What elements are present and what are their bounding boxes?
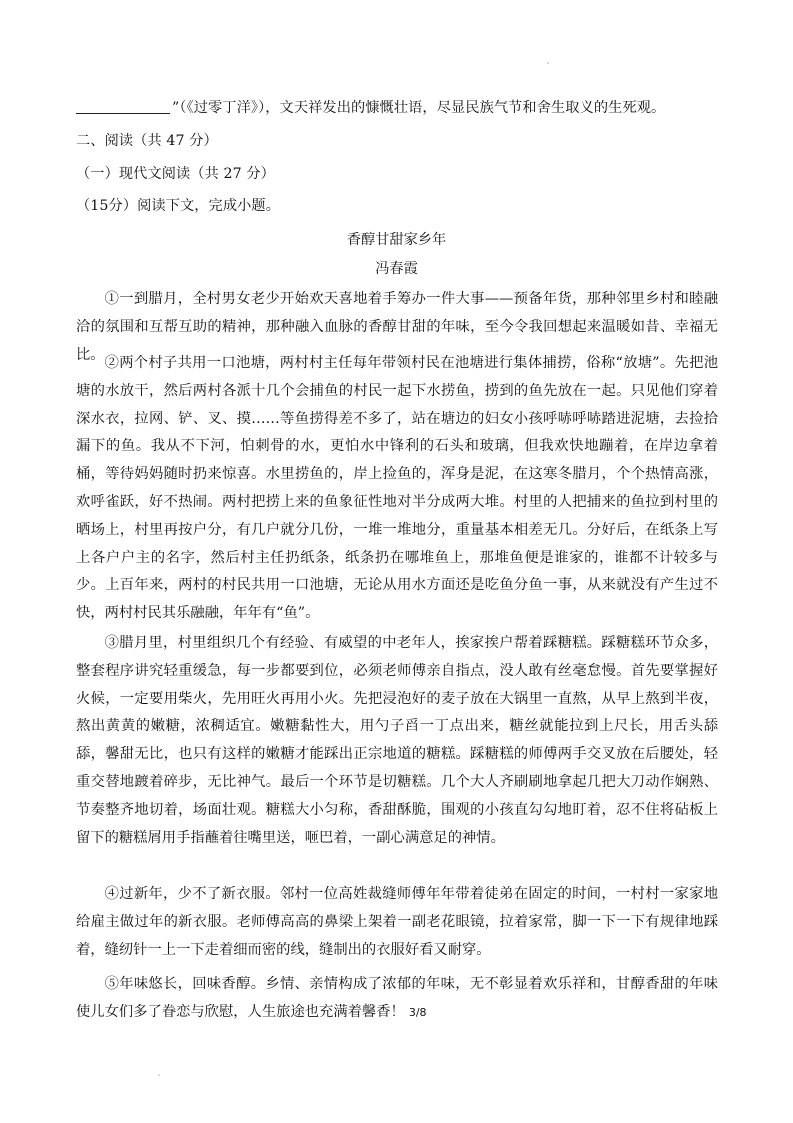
article-paragraph-5 bbox=[76, 971, 718, 1027]
section-heading: 二、阅读（共 47 分） bbox=[76, 133, 218, 149]
scan-speck bbox=[547, 62, 549, 64]
paragraph-5-text: ⑤年味悠长，回味香醇。乡情、亲情构成了浓郁的年味，无不彰显着欢乐祥和，甘醇香甜的年味使儿女们多了眷恋与欣慰，人生旅途也充满着馨香！ bbox=[76, 976, 718, 1020]
article-paragraph-4: ④过新年，少不了新衣服。邻村一位高姓裁缝师傅年年带着徒弟在固定的时间，一村村一家家地给雇主做过年的新衣服。老师傅高高的鼻梁上架着一副老花眼镜，拉着家常，脚一下一下有规律地踩着，缝纫针一上一下走着细而密的线，缝制出的衣服好看又耐穿。 bbox=[76, 886, 718, 958]
article-paragraph-1: ①一到腊月，全村男女老少开始欢天喜地着手筹办一件大事——预备年货，那种邻里乡村和睦融洽的氛围和互帮互助的精神，那种融入血脉的香醇甘甜的年味，至今令我回想起来温暖如昔、幸福无比。 bbox=[76, 291, 718, 363]
answer-blank[interactable] bbox=[76, 99, 170, 114]
page-number: 3/8 bbox=[408, 1005, 427, 1019]
subsection-heading: （一）现代文阅读（共 27 分） bbox=[76, 166, 275, 182]
fill-blank-text: ”（《过零丁洋》），文天祥发出的慷慨壮语，尽显民族气节和舍生取义的生死观。 bbox=[172, 100, 666, 116]
scan-speck bbox=[158, 1074, 160, 1076]
article-author: 冯春霞 bbox=[375, 261, 418, 277]
article-paragraph-3: ③腊月里，村里组织几个有经验、有威望的中老年人，挨家挨户帮着踩糖糕。踩糖糕环节众多，整套程序讲究轻重缓急，每一步都要到位，必须老师傅亲自指点，没人敢有丝毫怠慢。首先要掌握好火候，一定要用柴火，先用旺火再用小火。先把浸泡好的麦子放在大锅里一直熬，从早上熬到半夜，熬出黄黄的嫩糖，浓稠适宜。嫩糖黏性大，用勺子舀一丁点出来，糖丝就能拉到上尺长，用舌头舔舔，馨甜无比，也只有这样的嫩糖才能踩出正宗地道的糖糕。踩糖糕的师傅两手交叉放在后腰处，轻重交替地踱着碎步，无比神气。最后一个环节是切糖糕。几个大人齐刷刷地拿起几把大刀动作娴熟、节奏整齐地切着，场面壮观。糖糕大小匀称，香甜酥脆，围观的小孩直勾勾地盯着，忍不住将砧板上留下的糖糕屑用手指蘸着往嘴里送，咂巴着，一副心满意足的神情。 bbox=[76, 635, 718, 846]
fill-blank-line bbox=[76, 98, 716, 118]
question-intro: （15分）阅读下文，完成小题。 bbox=[76, 198, 280, 214]
article-title: 香醇甘甜家乡年 bbox=[346, 232, 447, 248]
article-paragraph-2: ②两个村子共用一口池塘，两村村主任每年带领村民在池塘进行集体捕捞，俗称“放塘”。先把池塘的水放干，然后两村各派十几个会捕鱼的村民一起下水捞鱼，捞到的鱼先放在一起。只见他们穿着深水衣，拉网、铲、叉、摸……等鱼捞得差不多了，站在塘边的妇女小孩呼哧呼哧踏进泥塘，去捡拾漏下的鱼。我从不下河，怕刺骨的水，更怕水中锋利的石头和玻璃，但我欢快地蹦着，在岸边拿着桶，等待妈妈随时扔来惊喜。水里捞鱼的，岸上捡鱼的，浑身是泥，在这寒冬腊月，个个热情高涨，欢呼雀跃，好不热闹。两村把捞上来的鱼象征性地对半分成两大堆。村里的人把捕来的鱼拉到村里的晒场上，村里再按户分，有几户就分几份，一堆一堆地分，重量基本相差无几。分好后，在纸条上写上各户户主的名字，然后村主任扔纸条，纸条扔在哪堆鱼上，那堆鱼便是谁家的，谁都不计较多与少。上百年来，两村的村民共用一口池塘，无论从用水方面还是吃鱼分鱼一事，从来就没有产生过不快，两村村民其乐融融，年年有“鱼”。 bbox=[76, 355, 718, 622]
